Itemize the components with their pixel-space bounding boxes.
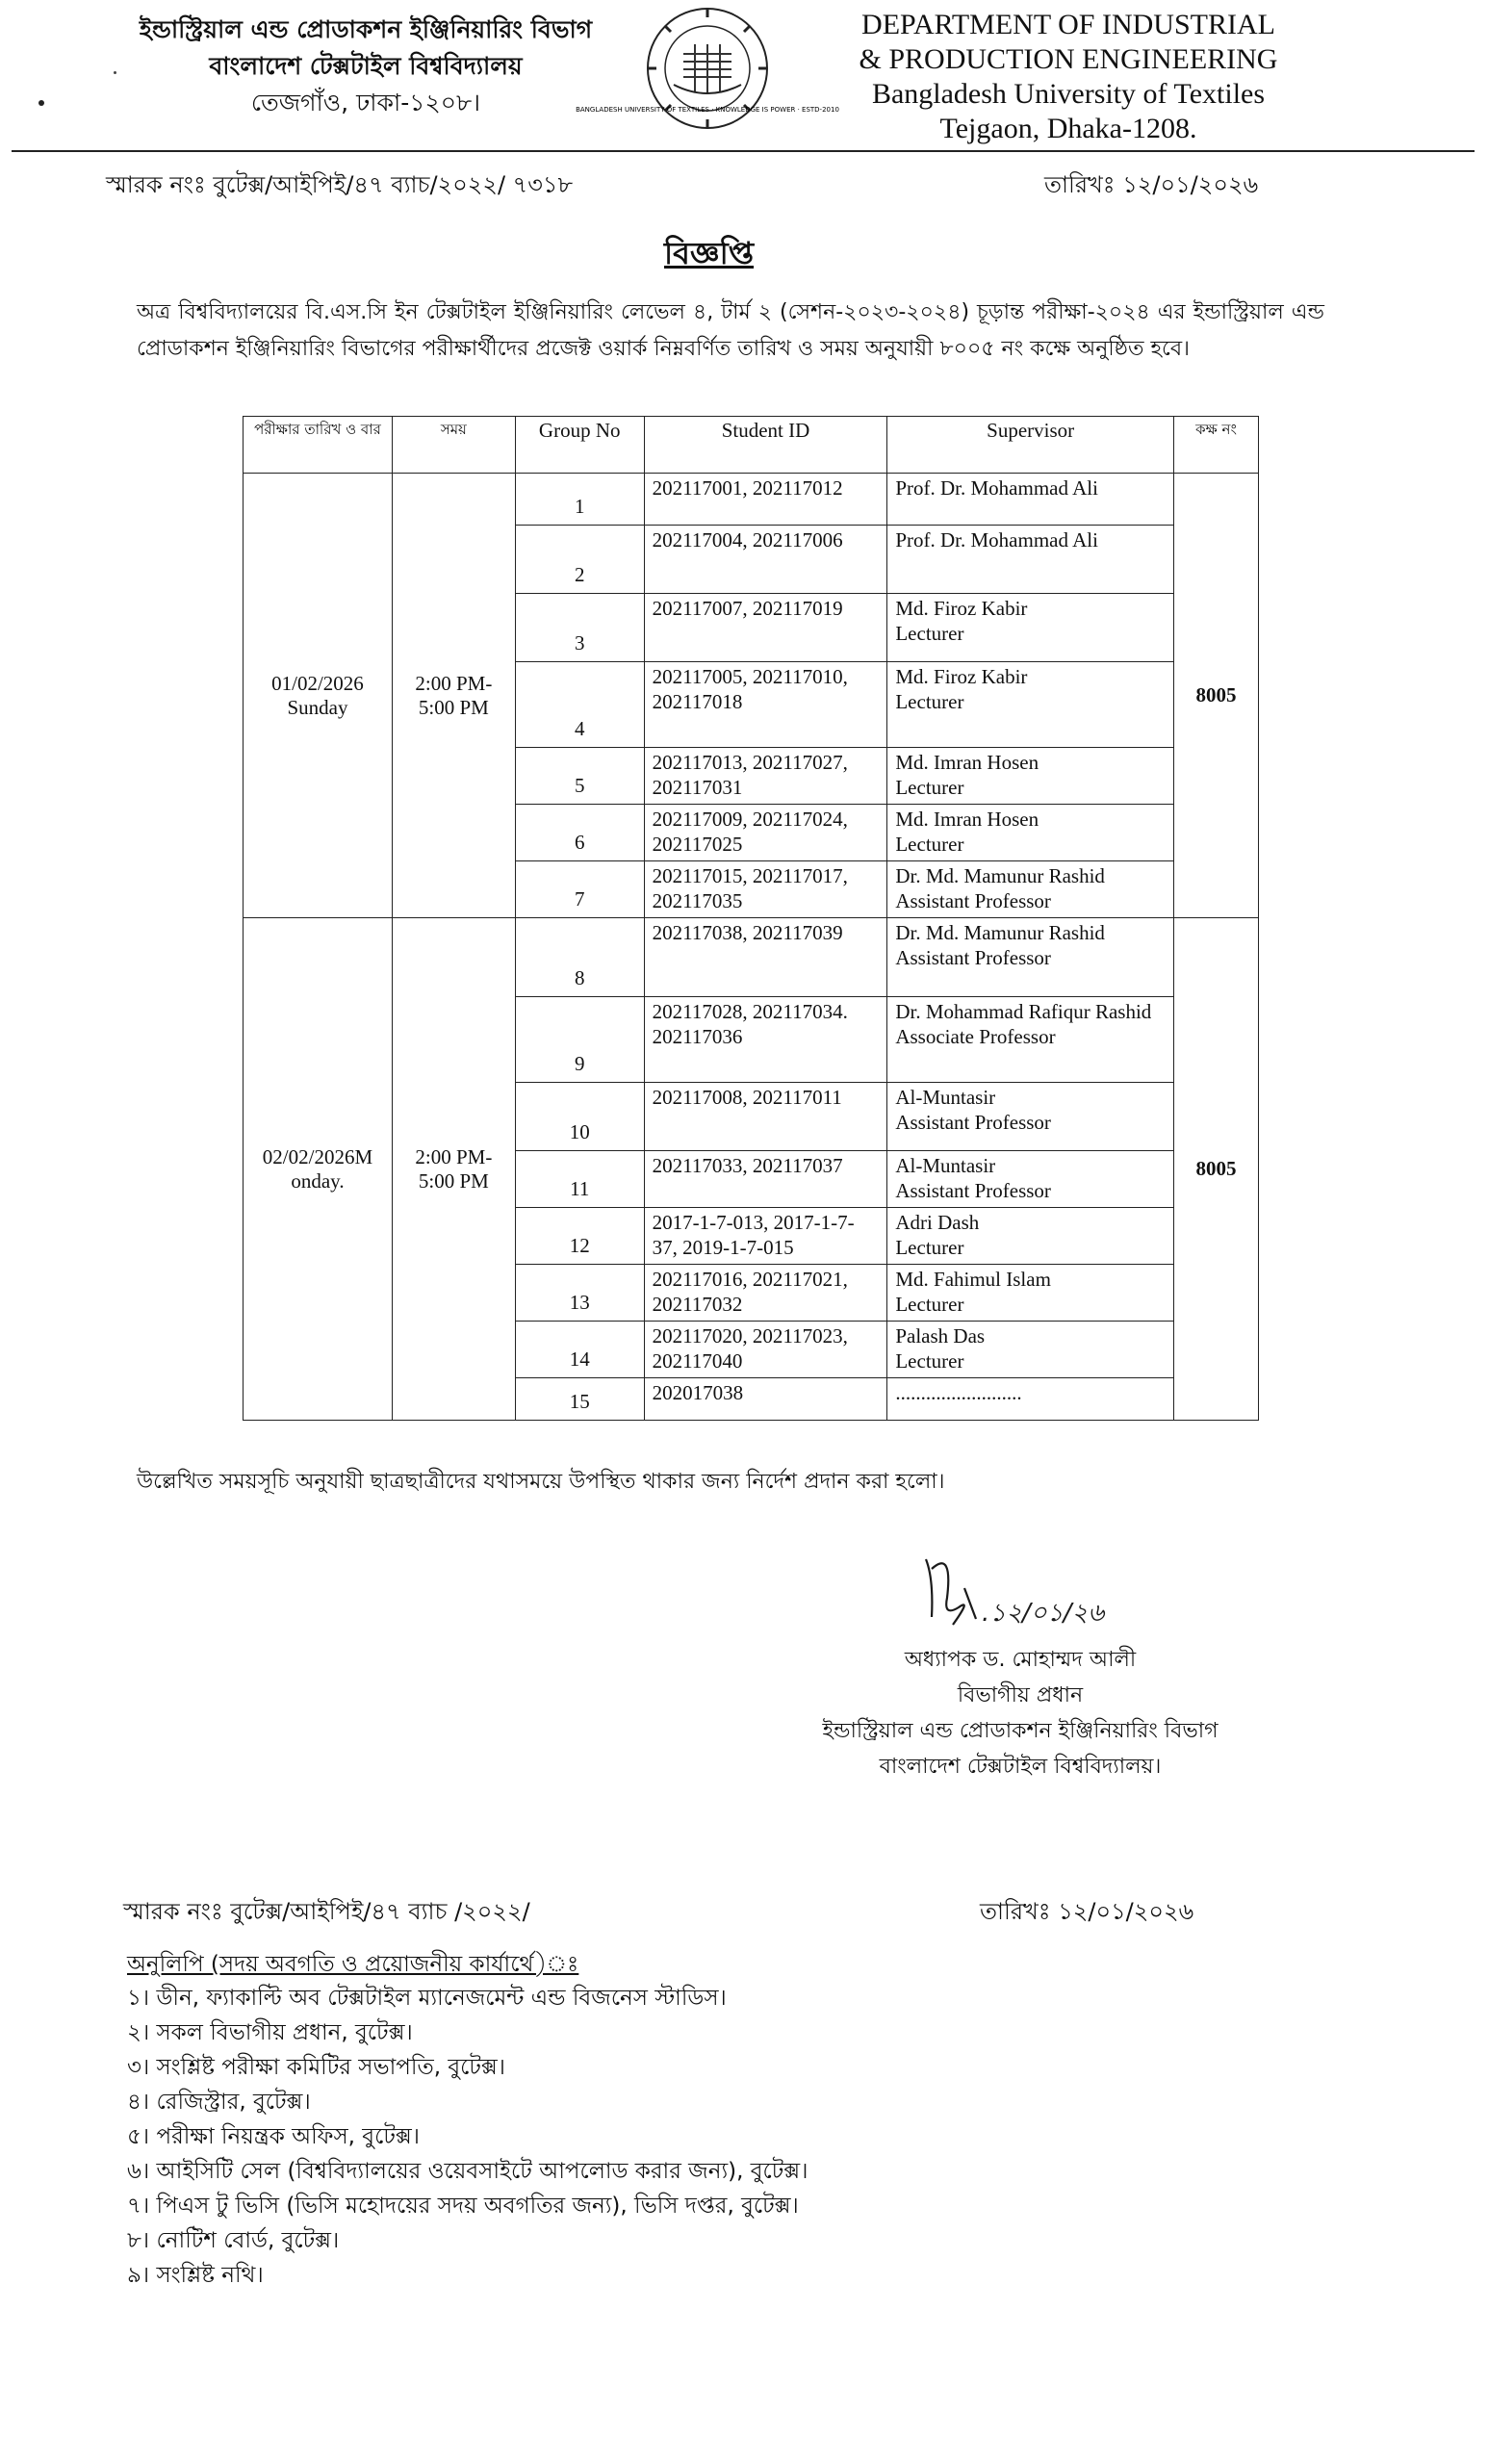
signatory-department: ইন্ডাস্ট্রিয়াল এন্ড প্রোডাকশন ইঞ্জিনিয়ারিং বিভাগ — [822, 1719, 1219, 1743]
cc-item: ৪। রেজিস্ট্রার, বুটেক্স। — [127, 2090, 311, 2115]
group-no-cell: 11 — [515, 1151, 644, 1208]
table-header-row — [244, 417, 1259, 474]
table-row — [244, 474, 1259, 526]
cc-item: ৫। পরীক্ষা নিয়ন্ত্রক অফিস, বুটেক্স। — [127, 2124, 420, 2149]
cc-item: ৯। সংশ্লিষ্ট নথি। — [127, 2263, 264, 2288]
university-name-bn: বাংলাদেশ টেক্সটাইল বিশ্ববিদ্যালয় — [209, 52, 523, 80]
supervisor-cell: Dr. Md. Mamunur Rashid Assistant Professor — [887, 918, 1174, 997]
supervisor-cell: Al-Muntasir Assistant Professor — [887, 1083, 1174, 1151]
header-divider — [12, 150, 1475, 152]
room-cell: 8005 — [1174, 474, 1259, 918]
signatory-block — [789, 1642, 1251, 1784]
university-name-en: Bangladesh University of Textiles — [871, 78, 1266, 110]
speck-mark — [38, 100, 44, 106]
exam-date-cell: 01/02/2026 Sunday — [244, 474, 393, 918]
memo2-date: তারিখঃ ১২/০১/২০২৬ — [980, 1898, 1194, 1925]
instruction-text: উল্লেখিত সময়সূচি অনুযায়ী ছাত্রছাত্রীদের যথাসময়ে উপস্থিত থাকার জন্য নির্দেশ প্রদান করা হলো। — [137, 1470, 945, 1494]
address-en: Tejgaon, Dhaka-1208. — [939, 113, 1197, 144]
exam-time-cell: 2:00 PM- 5:00 PM — [392, 474, 515, 918]
cc-item: ২। সকল বিভাগীয় প্রধান, বুটেক্স। — [127, 2020, 413, 2045]
group-no-cell: 6 — [515, 805, 644, 861]
col-date-header: পরীক্ষার তারিখ ও বার — [244, 417, 393, 474]
notice-paragraph: অত্র বিশ্ববিদ্যালয়ের বি.এস.সি ইন টেক্সটাইল ইঞ্জিনিয়ারিং লেভেল ৪, টার্ম ২ (সেশন-২০২৩-২০২৪) চূড়ান্ত পরীক্ষা-২০২৪ এর ইন্ডাস্ট্রিয়াল এন্ড প্রোডাকশন ইঞ্জিনিয়ারিং বিভাগের পরীক্ষার্থীদের প্রজেক্ট ওয়ার্ক নিম্নবর্ণিত তারিখ ও সময় অনুযায়ী ৮০০৫ নং কক্ষে অনুষ্ঠিত হবে। — [137, 300, 1324, 361]
group-no-cell: 3 — [515, 594, 644, 662]
group-no-cell: 12 — [515, 1208, 644, 1265]
speck-mark — [114, 71, 116, 74]
schedule-table — [243, 416, 1259, 1421]
student-id-cell: 202117008, 202117011 — [644, 1083, 887, 1151]
student-id-cell: 202117038, 202117039 — [644, 918, 887, 997]
room-cell: 8005 — [1174, 918, 1259, 1421]
logo-text: BANGLADESH UNIVERSITY OF TEXTILES · KNOWLEDGE IS POWER · ESTD-2010 — [576, 106, 839, 114]
signature-mark — [914, 1540, 1165, 1646]
signatory-designation: বিভাগীয় প্রধান — [957, 1683, 1084, 1707]
student-id-cell: 2017-1-7-013, 2017-1-7-37, 2019-1-7-015 — [644, 1208, 887, 1265]
dept-name-bn: ইন্ডাস্ট্রিয়াল এন্ড প্রোডাকশন ইঞ্জিনিয়ারিং বিভাগ — [139, 15, 593, 43]
supervisor-cell: Md. Imran Hosen Lecturer — [887, 805, 1174, 861]
table-row — [244, 918, 1259, 997]
supervisor-cell: Prof. Dr. Mohammad Ali — [887, 526, 1174, 594]
student-id-cell: 202117004, 202117006 — [644, 526, 887, 594]
address-bn: তেজগাঁও, ঢাকা-১২০৮। — [250, 89, 481, 116]
student-id-cell: 202117009, 202117024, 202117025 — [644, 805, 887, 861]
student-id-cell: 202117015, 202117017, 202117035 — [644, 861, 887, 918]
student-id-cell: 202117013, 202117027, 202117031 — [644, 748, 887, 805]
cc-item: ৬। আইসিটি সেল (বিশ্ববিদ্যালয়ের ওয়েবসাইটে আপলোড করার জন্য), বুটেক্স। — [127, 2159, 808, 2184]
col-group-header: Group No — [515, 417, 644, 474]
col-time-header: সময় — [392, 417, 515, 474]
group-no-cell: 14 — [515, 1322, 644, 1378]
group-no-cell: 8 — [515, 918, 644, 997]
student-id-cell: 202117001, 202117012 — [644, 474, 887, 526]
memo2-reference: স্মারক নংঃ বুটেক্স/আইপিই/৪৭ ব্যাচ /২০২২/ — [123, 1898, 530, 1925]
cc-list — [127, 1981, 808, 2293]
supervisor-cell: Palash Das Lecturer — [887, 1322, 1174, 1378]
supervisor-cell: Md. Imran Hosen Lecturer — [887, 748, 1174, 805]
group-no-cell: 10 — [515, 1083, 644, 1151]
supervisor-cell: Adri Dash Lecturer — [887, 1208, 1174, 1265]
supervisor-cell: ......................... — [887, 1378, 1174, 1421]
notice-title: বিজ্ঞপ্তি — [664, 235, 755, 271]
cc-item: ৭। পিএস টু ভিসি (ভিসি মহোদয়ের সদয় অবগতির জন্য), ভিসি দপ্তর, বুটেক্স। — [127, 2194, 799, 2219]
signatory-name: অধ্যাপক ড. মোহাম্মদ আলী — [904, 1648, 1137, 1672]
col-room-header: কক্ষ নং — [1174, 417, 1259, 474]
student-id-cell: 202017038 — [644, 1378, 887, 1421]
memo-date: তারিখঃ ১২/০১/২০২৬ — [1044, 171, 1259, 198]
group-no-cell: 15 — [515, 1378, 644, 1421]
supervisor-cell: Prof. Dr. Mohammad Ali — [887, 474, 1174, 526]
supervisor-cell: Md. Fahimul Islam Lecturer — [887, 1265, 1174, 1322]
signature-date: .১২/০১/২৬ — [982, 1599, 1105, 1628]
dept-name-en-2: & PRODUCTION ENGINEERING — [859, 43, 1278, 75]
exam-time-cell: 2:00 PM- 5:00 PM — [392, 918, 515, 1421]
header-english — [847, 8, 1290, 146]
col-student-header: Student ID — [644, 417, 887, 474]
student-id-cell: 202117033, 202117037 — [644, 1151, 887, 1208]
signatory-university: বাংলাদেশ টেক্সটাইল বিশ্ববিদ্যালয়। — [879, 1755, 1162, 1779]
group-no-cell: 13 — [515, 1265, 644, 1322]
student-id-cell: 202117020, 202117023, 202117040 — [644, 1322, 887, 1378]
cc-item: ৩। সংশ্লিষ্ট পরীক্ষা কমিটির সভাপতি, বুটেক্স। — [127, 2055, 506, 2080]
supervisor-cell: Dr. Mohammad Rafiqur Rashid Associate Professor — [887, 997, 1174, 1083]
group-no-cell: 1 — [515, 474, 644, 526]
supervisor-cell: Md. Firoz Kabir Lecturer — [887, 594, 1174, 662]
student-id-cell: 202117005, 202117010, 202117018 — [644, 662, 887, 748]
university-logo — [576, 6, 839, 131]
cc-item: ১। ডীন, ফ্যাকাল্টি অব টেক্সটাইল ম্যানেজমেন্ট এন্ড বিজনেস স্টাডিস। — [127, 1986, 727, 2011]
student-id-cell: 202117016, 202117021, 202117032 — [644, 1265, 887, 1322]
student-id-cell: 202117007, 202117019 — [644, 594, 887, 662]
group-no-cell: 5 — [515, 748, 644, 805]
exam-date-cell: 02/02/2026M onday. — [244, 918, 393, 1421]
cc-title: অনুলিপি (সদয় অবগতি ও প্রয়োজনীয় কার্যার্থে)ঃ — [127, 1952, 579, 1977]
supervisor-cell: Md. Firoz Kabir Lecturer — [887, 662, 1174, 748]
cc-item: ৮। নোটিশ বোর্ড, বুটেক্স। — [127, 2228, 340, 2253]
group-no-cell: 9 — [515, 997, 644, 1083]
student-id-cell: 202117028, 202117034. 202117036 — [644, 997, 887, 1083]
group-no-cell: 2 — [515, 526, 644, 594]
header-bangla — [135, 12, 597, 121]
group-no-cell: 4 — [515, 662, 644, 748]
col-supervisor-header: Supervisor — [887, 417, 1174, 474]
table-body — [244, 474, 1259, 1421]
group-no-cell: 7 — [515, 861, 644, 918]
supervisor-cell: Dr. Md. Mamunur Rashid Assistant Professor — [887, 861, 1174, 918]
memo-reference: স্মারক নংঃ বুটেক্স/আইপিই/৪৭ ব্যাচ/২০২২/ ৭৩১৮ — [106, 171, 574, 198]
dept-name-en-1: DEPARTMENT OF INDUSTRIAL — [861, 9, 1275, 40]
supervisor-cell: Al-Muntasir Assistant Professor — [887, 1151, 1174, 1208]
